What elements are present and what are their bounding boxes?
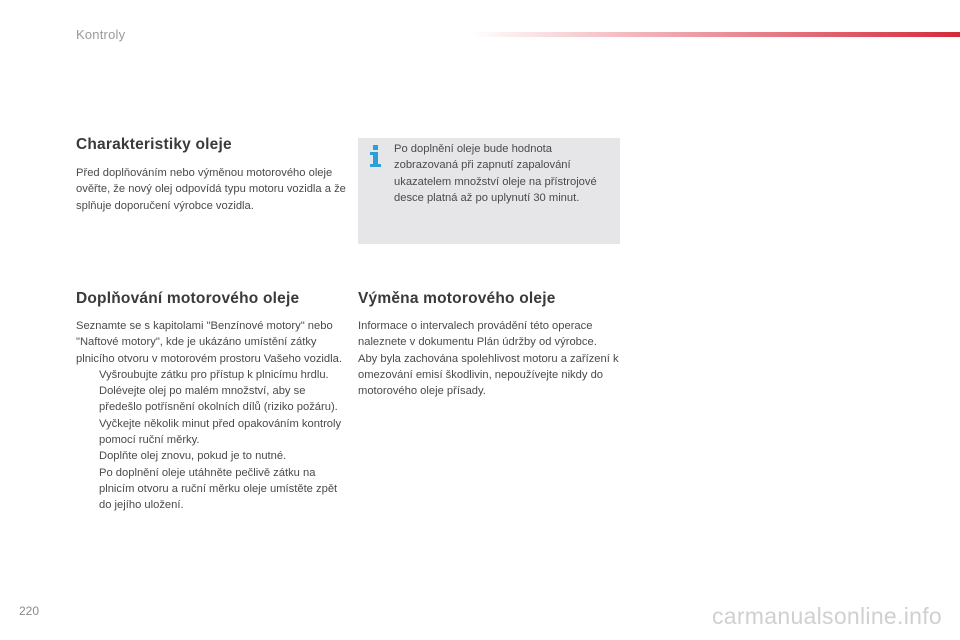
info-note-box	[358, 138, 620, 244]
steps-list	[76, 367, 346, 514]
list-item: Dolévejte olej po malém množství, aby se předešlo potřísnění okolních dílů (riziko požáru).	[99, 385, 338, 414]
section-body: Před doplňováním nebo výměnou motorového oleje ověřte, že nový olej odpovídá typu motoru vozidla a že splňuje doporučení výrobce vozidla.	[76, 167, 346, 212]
page-number: 220	[19, 604, 40, 618]
section-body: Informace o intervalech provádění této operace naleznete v dokumentu Plán údržby od výrobce.	[358, 320, 597, 349]
section-heading: Výměna motorového oleje	[358, 290, 556, 307]
list-item: Po doplnění oleje utáhněte pečlivě zátku na plnicím otvoru a ruční měrku oleje umístěte zpět do jejího uložení.	[99, 466, 338, 512]
section-heading: Doplňování motorového oleje	[76, 290, 300, 307]
section-oil-change	[358, 290, 628, 399]
section-topping-up-oil	[76, 290, 346, 514]
header-accent-bar	[470, 32, 960, 37]
list-item: Doplňte olej znovu, pokud je to nutné.	[99, 450, 287, 463]
section-heading: Charakteristiky oleje	[76, 136, 232, 153]
section-oil-characteristics	[76, 136, 346, 214]
section-intro: Seznamte se s kapitolami "Benzínové motory" nebo "Naftové motory", kde je ukázáno umístění zátky plnicího otvoru v motorovém prostoru Vašeho vozidla.	[76, 320, 342, 365]
list-item: Vyšroubujte zátku pro přístup k plnicímu hrdlu.	[99, 368, 329, 381]
info-icon	[370, 145, 382, 167]
info-note-text: Po doplnění oleje bude hodnota zobrazovaná při zapnutí zapalování ukazatelem množství oleje na přístrojové desce platná až po uplynutí 30 minut.	[394, 143, 597, 204]
list-item: Vyčkejte několik minut před opakováním kontroly pomocí ruční měrky.	[99, 417, 342, 447]
section-body-2: Aby byla zachována spolehlivost motoru a zařízení k omezování emisí škodlivin, nepoužívejte nikdy do motorového oleje přísady.	[358, 352, 619, 398]
chapter-title: Kontroly	[76, 27, 126, 42]
watermark: carmanualsonline.info	[711, 603, 942, 629]
